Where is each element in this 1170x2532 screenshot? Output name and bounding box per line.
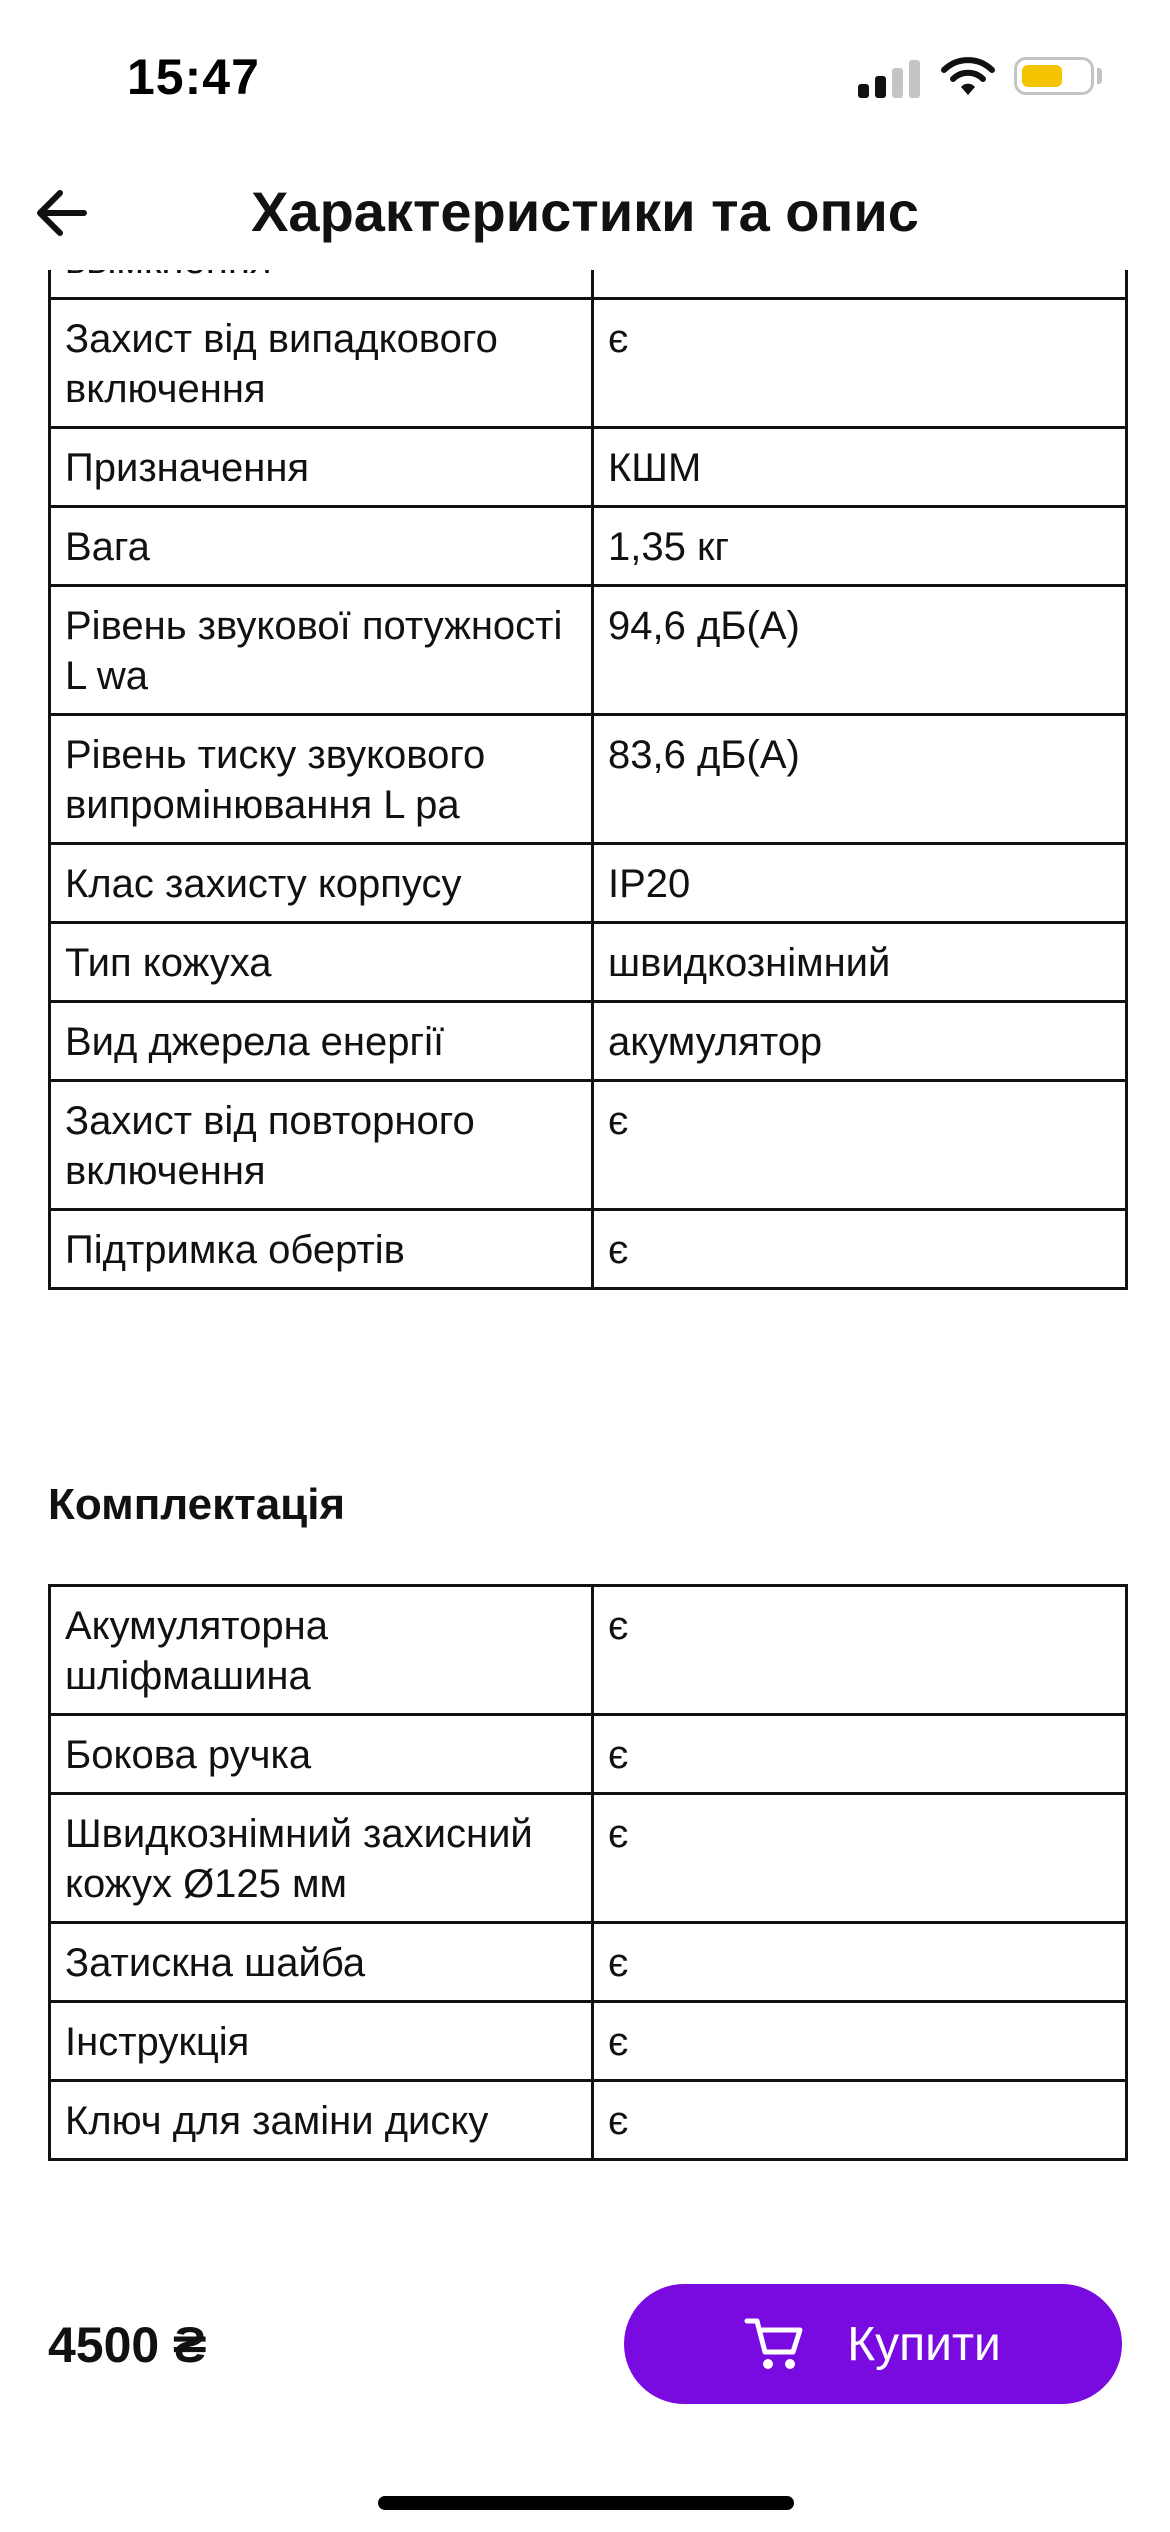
table-row: [50, 1002, 1127, 1081]
table-row: [50, 1715, 1127, 1794]
table-row: [50, 428, 1127, 507]
content-scroll[interactable]: [0, 270, 1170, 2270]
spec-name: Вага: [50, 507, 593, 586]
spec-name: Призначення: [50, 428, 593, 507]
cellular-signal-icon: [858, 58, 920, 98]
spec-value: акумулятор: [593, 1002, 1127, 1081]
spec-value: є: [593, 2002, 1127, 2081]
spec-name: Акумуляторна шліфмашина: [50, 1586, 593, 1715]
spec-value: є: [593, 2081, 1127, 2160]
spec-name: Бокова ручка: [50, 1715, 593, 1794]
status-bar: [0, 0, 1170, 150]
spec-name: Захист від повторного включення: [50, 1081, 593, 1210]
buy-button[interactable]: [624, 2284, 1122, 2404]
spec-name: Вид джерела енергії: [50, 1002, 593, 1081]
spec-name: Швидкознімний захисний кожух Ø125 мм: [50, 1794, 593, 1923]
package-table-wrap: [48, 1584, 1128, 2161]
table-row: [50, 1081, 1127, 1210]
spec-value: 83,6 дБ(А): [593, 715, 1127, 844]
bottom-bar: [0, 2270, 1170, 2532]
spec-value: є: [593, 1586, 1127, 1715]
battery-cap: [1097, 68, 1102, 84]
spec-name: Тип кожуха: [50, 923, 593, 1002]
package-table: [48, 1584, 1128, 2161]
price: 4500 ₴: [48, 2317, 207, 2373]
table-row: [50, 507, 1127, 586]
spec-name: Підтримка обертів: [50, 1210, 593, 1289]
battery-level: [1022, 65, 1062, 87]
spec-value: IP20: [593, 844, 1127, 923]
table-row: [50, 299, 1127, 428]
wifi-icon: [940, 54, 996, 98]
package-section-title: Комплектація: [48, 1480, 346, 1529]
spec-value: швидкознімний: [593, 923, 1127, 1002]
spec-name: Ключ для заміни диску: [50, 2081, 593, 2160]
table-row: [50, 1794, 1127, 1923]
home-indicator[interactable]: [378, 2496, 794, 2510]
specs-table-wrap: [48, 218, 1128, 1290]
table-row: [50, 2002, 1127, 2081]
table-row: [50, 923, 1127, 1002]
spec-name: Інструкція: [50, 2002, 593, 2081]
page-title: Характеристики та опис: [251, 180, 919, 243]
status-time: 15:47: [127, 49, 260, 105]
battery-icon: [1014, 57, 1094, 95]
spec-value: 1,35 кг: [593, 507, 1127, 586]
table-row: [50, 1923, 1127, 2002]
table-row: [50, 586, 1127, 715]
spec-name: Рівень звукової потужності L wa: [50, 586, 593, 715]
spec-value: КШМ: [593, 428, 1127, 507]
buy-button-label: Купити: [847, 2317, 1001, 2371]
specs-table: [48, 218, 1128, 1290]
table-row: [50, 2081, 1127, 2160]
spec-value: є: [593, 1923, 1127, 2002]
spec-value: є: [593, 1794, 1127, 1923]
table-row: [50, 844, 1127, 923]
cart-icon: [745, 2316, 805, 2372]
spec-value: є: [593, 1715, 1127, 1794]
table-row: [50, 715, 1127, 844]
spec-value: є: [593, 1210, 1127, 1289]
spec-name: Захист від випадкового включення: [50, 299, 593, 428]
spec-name: Клас захисту корпусу: [50, 844, 593, 923]
spec-value: 94,6 дБ(А): [593, 586, 1127, 715]
spec-name: Рівень тиску звукового випромінювання L pa: [50, 715, 593, 844]
spec-value: є: [593, 1081, 1127, 1210]
table-row: [50, 1586, 1127, 1715]
table-row: [50, 1210, 1127, 1289]
spec-name: Затискна шайба: [50, 1923, 593, 2002]
header: [0, 150, 1170, 270]
spec-value: є: [593, 299, 1127, 428]
